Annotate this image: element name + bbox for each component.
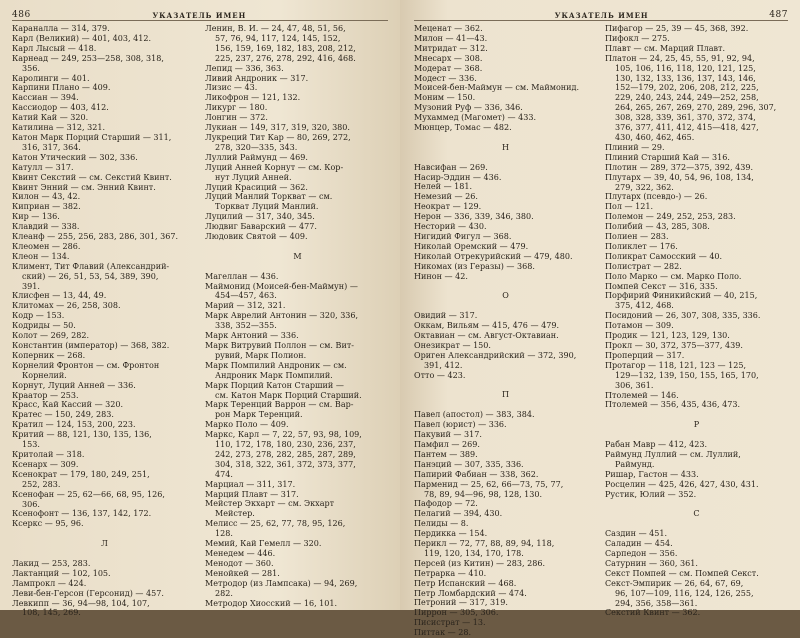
index-entry: Ксеркс — 95, 96. [12, 519, 84, 529]
index-entry: Пифокл — 275. [605, 33, 670, 43]
index-entry: Полиен — 283. [605, 232, 669, 242]
index-entry: Клитомах — 26, 258, 308. [12, 301, 121, 311]
index-entry: Кратес — 150, 249, 283. [12, 410, 114, 420]
index-entry: Полемон — 249, 252, 253, 283. [605, 212, 736, 222]
index-entry: Рустик, Юлий — 352. [605, 489, 697, 499]
index-entry: Петрарка — 410. [414, 568, 487, 578]
index-entry: Караналла — 314, 379. [12, 24, 110, 33]
index-entry: Ликург — 180. [205, 103, 268, 113]
index-entry: Критолай — 318. [12, 449, 85, 459]
index-entry-continuation: 454—457, 463. [215, 291, 277, 301]
index-entry: Птолемей — 146. [605, 390, 679, 400]
index-entry: Протагор — 118, 121, 123 — 125, [605, 360, 747, 370]
index-entry: Луций Манлий Торкват — см. [205, 192, 333, 202]
index-entry-continuation: 375, 412, 468. [615, 301, 674, 311]
index-entry: Плотин — 289, 372—375, 392, 439. [605, 162, 754, 172]
running-title: УКАЗАТЕЛЬ ИМЕН [152, 11, 247, 20]
index-entry: Нерон — 336, 339, 346, 380. [414, 212, 534, 222]
index-entry: Модест — 336. [414, 73, 477, 83]
index-entry-continuation: Мейстер. [215, 509, 255, 519]
index-entry: Марк Витрувий Поллон — см. Вит- [205, 340, 354, 350]
index-entry: Писистрат — 13. [414, 618, 486, 628]
index-entry: Памфил — 269. [414, 439, 480, 449]
index-entry-continuation: Раймунд. [615, 459, 655, 469]
section-letter: П [501, 390, 510, 400]
index-entry: Панэций — 307, 335, 336. [414, 459, 524, 469]
spacer [414, 133, 597, 143]
index-entry: Секст Помпей — см. Помпей Секст. [605, 568, 759, 578]
index-entry: Мемий, Кай Гемелл — 320. [205, 539, 322, 549]
index-entry: Катулл — 317. [12, 162, 74, 172]
spacer [205, 262, 390, 272]
index-entry: Луций Анней Корнут — см. Кор- [205, 162, 344, 172]
index-entry: Росцелин — 425, 426, 427, 430, 431. [605, 479, 759, 489]
index-entry-continuation: 294, 356, 358—361. [615, 598, 698, 608]
spacer [605, 410, 788, 420]
index-entry: Петр Ломбардский — 474. [414, 588, 527, 598]
index-entry: Менодот — 360. [205, 558, 274, 568]
index-entry: Пиррон — 305, 306. [414, 608, 499, 618]
index-entry: Киприан — 382. [12, 202, 81, 212]
index-entry: Ликофрон — 121, 132. [205, 93, 301, 103]
index-entry: Папирий Фабиан — 338, 362. [414, 469, 539, 479]
index-entry: Сатурнин — 360, 361. [605, 558, 698, 568]
index-entry: Константин (император) — 368, 382. [12, 341, 170, 350]
index-entry: Плутарх (псевдо-) — 26. [605, 192, 708, 202]
index-entry: Неократ — 129. [414, 202, 482, 212]
spacer [414, 282, 597, 292]
index-entry: Насир-Эддин — 436. [414, 172, 502, 182]
spacer [605, 519, 788, 529]
index-entry: Раймунд Луллий — см. Луллий, [605, 449, 741, 459]
index-entry: Катилина — 312, 321. [12, 123, 106, 133]
index-entry: Пакувий — 317. [414, 430, 482, 440]
index-entry: Ориген Александрийский — 372, 390, [414, 350, 577, 360]
index-entry: Колот — 269, 282. [12, 331, 90, 341]
index-column [605, 24, 788, 618]
index-entry: Секст-Эмпирик — 26, 64, 67, 69, [605, 578, 744, 588]
index-entry-continuation: 153. [22, 440, 40, 450]
index-entry: Клеомен — 286. [12, 241, 81, 251]
index-entry: Никомах (из Геразы) — 368. [414, 261, 535, 271]
index-entry: Марк Помпилий Андроник — см. [205, 360, 347, 370]
index-entry-continuation: 278, 320—335, 343. [215, 142, 298, 152]
index-entry-continuation: 128. [215, 529, 233, 539]
left-page [0, 0, 400, 618]
index-entry: Мюнцер, Томас — 482. [414, 123, 512, 133]
index-entry: Ксенофан — 25, 62—66, 68, 95, 126, [12, 489, 165, 499]
index-entry: Ксенократ — 179, 180, 249, 251, [12, 469, 150, 479]
index-entry-continuation: 376, 377, 411, 412, 415—418, 427, [615, 123, 759, 133]
right-page [400, 0, 800, 638]
index-entry: Марций Плавт — 317. [205, 489, 299, 499]
index-entry-continuation: 356. [22, 63, 40, 73]
index-entry: Метродор Хиосский — 16, 101. [205, 598, 338, 608]
index-entry-continuation: 391, 412. [424, 360, 463, 370]
index-entry: Платон — 24, 25, 45, 55, 91, 92, 94, [605, 53, 755, 63]
index-entry-continuation: 108, 145, 269. [22, 608, 81, 618]
right-page-header [414, 4, 788, 21]
index-entry: Марко Поло — 409. [205, 420, 289, 430]
index-entry: Менойкей — 281. [205, 568, 280, 578]
index-entry: Николай Оремский — 479. [414, 241, 529, 251]
index-entry: Людовик Святой — 409. [205, 232, 308, 242]
left-page-header [12, 4, 388, 21]
index-entry: Левкипп — 36, 94—98, 104, 107, [12, 598, 150, 608]
index-entry-continuation: см. Катон Марк Порций Старший. [215, 390, 362, 400]
index-entry: Питтак — 28. [414, 628, 472, 638]
index-entry: Марк Теренций Варрон — см. Вар- [205, 400, 354, 410]
index-entry: Квинт Секстий — см. Секстий Квинт. [12, 172, 172, 182]
index-entry: Маймонид (Моисей-бен-Маймун) — [205, 281, 358, 291]
index-entry-continuation: рон Марк Теренций. [215, 410, 303, 420]
index-entry-continuation: нут Луций Анней. [215, 172, 292, 182]
index-entry-continuation: ский) — 26, 51, 53, 54, 389, 390, [22, 271, 159, 281]
index-entry: Плиний — 29. [605, 142, 665, 152]
index-entry: Критий — 88, 121, 130, 135, 136, [12, 430, 152, 440]
index-entry-continuation: 156, 159, 169, 182, 183, 208, 212, [215, 43, 356, 53]
index-entry: Поликлет — 176. [605, 241, 678, 251]
index-entry: Мелисс — 25, 62, 77, 78, 95, 126, [205, 519, 346, 529]
index-entry: Марк Аврелий Антонин — 320, 336, [205, 311, 359, 321]
index-entry-continuation: 308, 328, 339, 361, 370, 372, 374, [615, 113, 756, 123]
index-entry: Мнесарх — 308. [414, 53, 483, 63]
index-entry: Нелей — 181. [414, 182, 473, 192]
index-entry: Отто — 423. [414, 370, 466, 380]
index-entry: Оккам, Вильям — 415, 476 — 479. [414, 321, 560, 331]
index-entry: Потамон — 309. [605, 321, 674, 331]
index-entry: Ксенарх — 309. [12, 459, 79, 469]
index-entry: Менедем — 446. [205, 549, 276, 558]
index-entry: Климент, Тит Флавий (Александрий- [12, 261, 170, 271]
index-entry: Клеон — 134. [12, 251, 70, 261]
index-entry-continuation: Корнелий. [22, 370, 67, 380]
index-entry: Квинт Энний — см. Энний Квинт. [12, 182, 156, 192]
index-entry: Петр Испанский — 468. [414, 578, 517, 588]
index-entry: Марий — 312, 321. [205, 301, 286, 311]
index-entry: Корнут, Луций Анней — 336. [12, 380, 136, 390]
section-letter: Р [693, 420, 700, 430]
index-entry: Кодр — 153. [12, 311, 65, 321]
index-entry: Марк Порций Катон Старший — [205, 380, 344, 390]
index-entry: Лизис — 43. [205, 83, 258, 93]
index-entry: Клеанф — 255, 256, 283, 286, 301, 367. [12, 232, 179, 242]
section-letter: С [693, 509, 700, 519]
index-entry: Секстий Квинт — 362. [605, 608, 701, 618]
index-entry: Сарпедон — 356. [605, 548, 678, 558]
index-entry: Проперций — 317. [605, 350, 685, 360]
index-entry: Онезикрат — 150. [414, 340, 491, 350]
spacer [414, 153, 597, 163]
spacer [414, 301, 597, 311]
index-entry: Ленин, В. И. — 24, 47, 48, 51, 56, [205, 24, 346, 33]
index-entry: Краатор — 253. [12, 390, 79, 400]
right-page-columns [414, 24, 788, 638]
index-entry-continuation: 338, 352—355. [215, 321, 277, 331]
index-entry: Катон Утический — 302, 336. [12, 152, 138, 162]
index-entry-continuation: 316, 317, 364. [22, 142, 81, 152]
index-entry: Немезий — 26. [414, 192, 478, 202]
left-page-columns [12, 24, 390, 618]
index-entry: Луций Красиций — 362. [205, 182, 308, 192]
index-entry: Плиний Старший Кай — 316. [605, 152, 730, 162]
index-entry: Полистрат — 282. [605, 261, 682, 271]
index-entry-continuation: 110, 172, 178, 180, 230, 236, 237, [215, 440, 356, 450]
running-title: УКАЗАТЕЛЬ ИМЕН [554, 11, 649, 20]
index-entry: Мейстер Экхарт — см. Экхарт [205, 499, 335, 509]
index-entry: Лампрокл — 424. [12, 578, 87, 588]
index-entry: Пантем — 389. [414, 449, 478, 459]
index-entry: Меценат — 362. [414, 24, 483, 33]
index-entry: Леви-бен-Герсон (Герсонид) — 457. [12, 588, 164, 598]
index-entry: Пелиды — 8. [414, 519, 469, 529]
section-letter: Н [501, 142, 510, 152]
index-entry-continuation: 306, 361. [615, 380, 654, 390]
index-entry: Плутарх — 39, 40, 54, 96, 108, 134, [605, 172, 754, 182]
index-entry: Порфирий Финикийский — 40, 215, [605, 291, 758, 301]
index-entry: Кир — 136. [12, 212, 60, 222]
index-entry: Лукиан — 149, 317, 319, 320, 380. [205, 123, 350, 133]
index-entry: Павел (юрист) — 336. [414, 420, 507, 430]
index-entry: Нинон — 42. [414, 271, 468, 281]
index-entry: Лукреций Тит Кар — 80, 269, 272, [205, 132, 351, 142]
section-letter: Л [101, 539, 108, 549]
index-entry: Павел (апостол) — 383, 384. [414, 410, 535, 420]
index-entry: Пифагор — 25, 39 — 45, 368, 392. [605, 24, 749, 33]
index-entry: Моним — 150. [414, 93, 476, 103]
index-entry: Лепид — 336, 363. [205, 63, 284, 73]
index-entry: Полибий — 43, 285, 308. [605, 222, 710, 232]
index-entry: Поло Марко — см. Марко Поло. [605, 271, 742, 281]
index-entry-continuation: 474. [215, 469, 233, 479]
index-entry: Клисфен — 13, 44, 49. [12, 291, 107, 301]
index-entry: Карл (Великий) — 401, 403, 412. [12, 33, 152, 43]
index-entry-continuation: рувий, Марк Полион. [215, 350, 307, 360]
index-entry: Катий Кай — 320. [12, 113, 89, 123]
index-entry: Саладин — 454. [605, 539, 673, 549]
index-entry-continuation: 129—132, 139, 150, 155, 165, 170, [615, 370, 759, 380]
index-entry: Прокл — 30, 372, 375—377, 439. [605, 341, 743, 350]
index-entry: Магеллан — 436. [205, 271, 279, 281]
index-entry-continuation: 242, 273, 278, 282, 285, 287, 289, [215, 449, 356, 459]
index-entry-continuation: 229, 240, 243, 244, 249—252, 258, [615, 93, 759, 103]
index-entry: Николай Отрекурийский — 479, 480. [414, 251, 573, 261]
index-entry: Людвиг Баварский — 477. [205, 222, 317, 232]
index-column [414, 24, 597, 638]
spacer [12, 529, 197, 539]
index-entry: Марк Антоний — 336. [205, 331, 299, 341]
spacer [605, 499, 788, 509]
index-entry: Митридат — 312. [414, 43, 488, 53]
index-entry-continuation: 282. [215, 588, 233, 598]
index-entry: Кратил — 124, 153, 200, 223. [12, 420, 136, 430]
index-entry: Пердикка — 154. [414, 529, 488, 539]
index-entry: Саздин — 451. [605, 529, 668, 539]
index-entry: Парменид — 25, 62, 66—73, 75, 77, [414, 479, 564, 489]
index-entry: Мухаммед (Магомет) — 433. [414, 113, 537, 123]
index-entry-continuation: 252, 283. [22, 479, 61, 489]
index-entry: Кодриды — 50. [12, 321, 76, 331]
page-number: 487 [769, 10, 788, 20]
index-entry-continuation: 225, 237, 276, 278, 292, 416, 468. [215, 53, 356, 63]
index-entry: Карнеад — 249, 253—258, 308, 318, [12, 53, 164, 63]
index-entry: Овидий — 317. [414, 311, 478, 321]
index-entry: Клавдий — 338. [12, 222, 80, 232]
index-entry: Перикл — 72, 77, 88, 89, 94, 118, [414, 539, 555, 549]
index-entry: Петроний — 317, 319. [414, 598, 508, 608]
index-entry-continuation: 57, 76, 94, 117, 124, 145, 152, [215, 33, 341, 43]
index-entry: Милон — 41—43. [414, 33, 488, 43]
index-entry: Продик — 121, 123, 129, 130. [605, 331, 730, 341]
index-entry-continuation: 78, 89, 94—96, 98, 128, 130. [424, 489, 543, 499]
index-entry: Маркс, Карл — 7, 22, 57, 93, 98, 109, [205, 430, 362, 440]
index-entry-continuation: Андроник Марк Помпилий. [215, 370, 333, 380]
index-entry-continuation: 279, 322, 362. [615, 182, 674, 192]
index-entry: Навсифан — 269. [414, 162, 488, 172]
index-entry: Луцилий — 317, 340, 345. [205, 212, 315, 222]
index-entry: Пафодор — 72. [414, 499, 478, 509]
index-entry: Октавиан — см. Август-Октавиан. [414, 331, 559, 341]
index-entry-continuation: 430, 460, 462, 465. [615, 132, 695, 142]
index-entry: Пелагий — 394, 430. [414, 509, 503, 519]
index-entry-continuation: 306. [22, 499, 40, 509]
index-entry-continuation: 152—179, 202, 206, 208, 212, 225, [615, 83, 759, 93]
index-entry: Коперник — 268. [12, 350, 86, 360]
index-entry: Птолемей — 356, 435, 436, 473. [605, 400, 741, 410]
index-entry-continuation: 391. [22, 281, 40, 291]
index-entry: Карл Лысый — 418. [12, 43, 97, 53]
index-entry: Лонгин — 372. [205, 113, 268, 123]
index-entry: Катон Марк Порций Старший — 311, [12, 132, 172, 142]
spacer [12, 549, 197, 559]
index-entry: Корнелий Фронтон — см. Фронтон [12, 360, 160, 370]
index-column [12, 24, 197, 618]
section-letter: О [502, 291, 509, 301]
index-entry: Красс, Кай Кассий — 320. [12, 400, 124, 410]
spacer [605, 430, 788, 440]
index-entry: Лактанций — 102, 105. [12, 568, 111, 578]
spacer [414, 400, 597, 410]
spacer [414, 381, 597, 391]
index-entry: Рабан Мавр — 412, 423. [605, 440, 708, 450]
index-entry: Марциал — 311, 317. [205, 479, 296, 489]
index-entry: Моисей-бен-Маймун — см. Маймонид. [414, 83, 580, 93]
index-entry-continuation: 96, 107—109, 116, 124, 126, 255, [615, 588, 754, 598]
index-entry-continuation: 119, 120, 134, 170, 178. [424, 548, 524, 558]
index-entry: Несторий — 430. [414, 222, 487, 232]
index-entry: Плавт — см. Марций Плавт. [605, 43, 726, 53]
index-entry: Кассиан — 394. [12, 93, 79, 103]
index-column [205, 24, 390, 606]
index-entry: Пол — 121. [605, 202, 654, 212]
index-entry: Посидоний — 26, 307, 308, 335, 336. [605, 311, 761, 321]
index-entry: Лакид — 253, 283. [12, 558, 91, 568]
index-entry: Кассиодор — 403, 412. [12, 103, 109, 113]
index-entry: Ливий Андроник — 317. [205, 73, 309, 83]
index-entry: Модерат — 368. [414, 63, 483, 73]
index-entry: Поликрат Самосский — 40. [605, 251, 723, 261]
index-entry-continuation: 304, 318, 322, 361, 372, 373, 377, [215, 459, 356, 469]
index-entry: Метродор (из Лампсака) — 94, 269, [205, 578, 358, 588]
index-entry: Каролинги — 401. [12, 73, 90, 83]
index-entry: Карпини Плано — 409. [12, 83, 111, 93]
index-entry: Ришар, Гастон — 433. [605, 469, 699, 479]
spacer [205, 242, 390, 252]
index-entry: Ксенофонт — 136, 137, 142, 172. [12, 509, 152, 519]
section-letter: М [293, 251, 302, 261]
index-entry-continuation: 130, 132, 133, 136, 137, 143, 146, [615, 73, 756, 83]
index-entry-continuation: Торкват Луций Манлий. [215, 202, 319, 212]
index-entry: Музоний Руф — 336, 346. [414, 103, 523, 113]
index-entry: Килон — 43, 42. [12, 192, 81, 202]
index-entry-continuation: 105, 106, 116, 118, 120, 121, 125, [615, 63, 756, 73]
index-entry-continuation: 264, 265, 267, 269, 270, 289, 296, 307, [615, 103, 777, 113]
index-entry: Луллий Раймунд — 469. [205, 152, 308, 162]
index-entry: Нигидий Фигул — 368. [414, 232, 512, 241]
index-entry: Персей (из Китин) — 283, 286. [414, 558, 546, 568]
index-entry: Помпей Секст — 316, 335. [605, 281, 718, 291]
page-number: 486 [12, 10, 31, 20]
